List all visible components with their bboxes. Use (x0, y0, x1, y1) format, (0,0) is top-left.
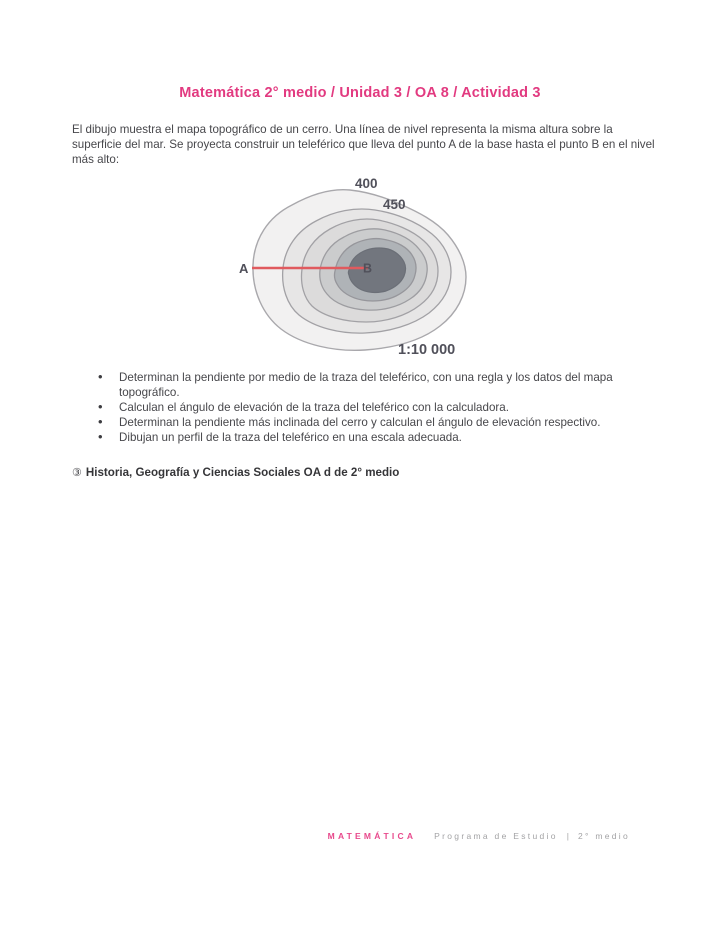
list-item (96, 371, 644, 400)
list-item (96, 416, 644, 431)
contour-label-450: 450 (383, 197, 406, 212)
bullet-text: Calculan el ángulo de elevación de la traza del teleférico con la calculadora. (119, 400, 509, 414)
footer-brand: MATEMÁTICA (327, 831, 417, 841)
footer-grade-label: 2° medio (577, 831, 630, 841)
footnote-text: Historia, Geografía y Ciencias Sociales OA d de 2° medio (85, 466, 400, 479)
bullet-text: Dibujan un perfil de la traza del teleférico en una escala adecuada. (119, 431, 462, 445)
contour-label-400: 400 (355, 176, 378, 191)
list-item (96, 431, 644, 446)
list-item (96, 401, 644, 416)
footnote-marker-icon: ③ (72, 467, 82, 479)
footer-program-label: Programa de Estudio (434, 831, 558, 841)
intro-paragraph: El dibujo muestra el mapa topográfico de un cerro. Una línea de nivel representa la misma altura sobre la superficie del mar. Se proyecta construir un teleférico que lleva del punto A de la base hasta el punto B en el nivel más alto: (72, 123, 655, 166)
bullet-text: Determinan la pendiente por medio de la traza del teleférico, con una regla y los datos del mapa topográfico. (119, 371, 613, 399)
footnote (72, 466, 399, 479)
page-title: Matemática 2° medio / Unidad 3 / OA 8 / Actividad 3 (179, 85, 541, 101)
bullet-text: Determinan la pendiente más inclinada del cerro y calculan el ángulo de elevación respectivo. (119, 416, 601, 430)
topographic-map-svg (238, 171, 480, 363)
point-b-label: B (363, 261, 373, 276)
point-a-label: A (239, 261, 249, 276)
footer-divider: | (566, 831, 569, 841)
activity-bullet-list (96, 371, 644, 447)
page-footer (0, 831, 720, 841)
map-scale-label: 1:10 000 (398, 342, 456, 358)
topographic-map-figure (238, 171, 480, 363)
contour-ring-6 (348, 248, 405, 292)
